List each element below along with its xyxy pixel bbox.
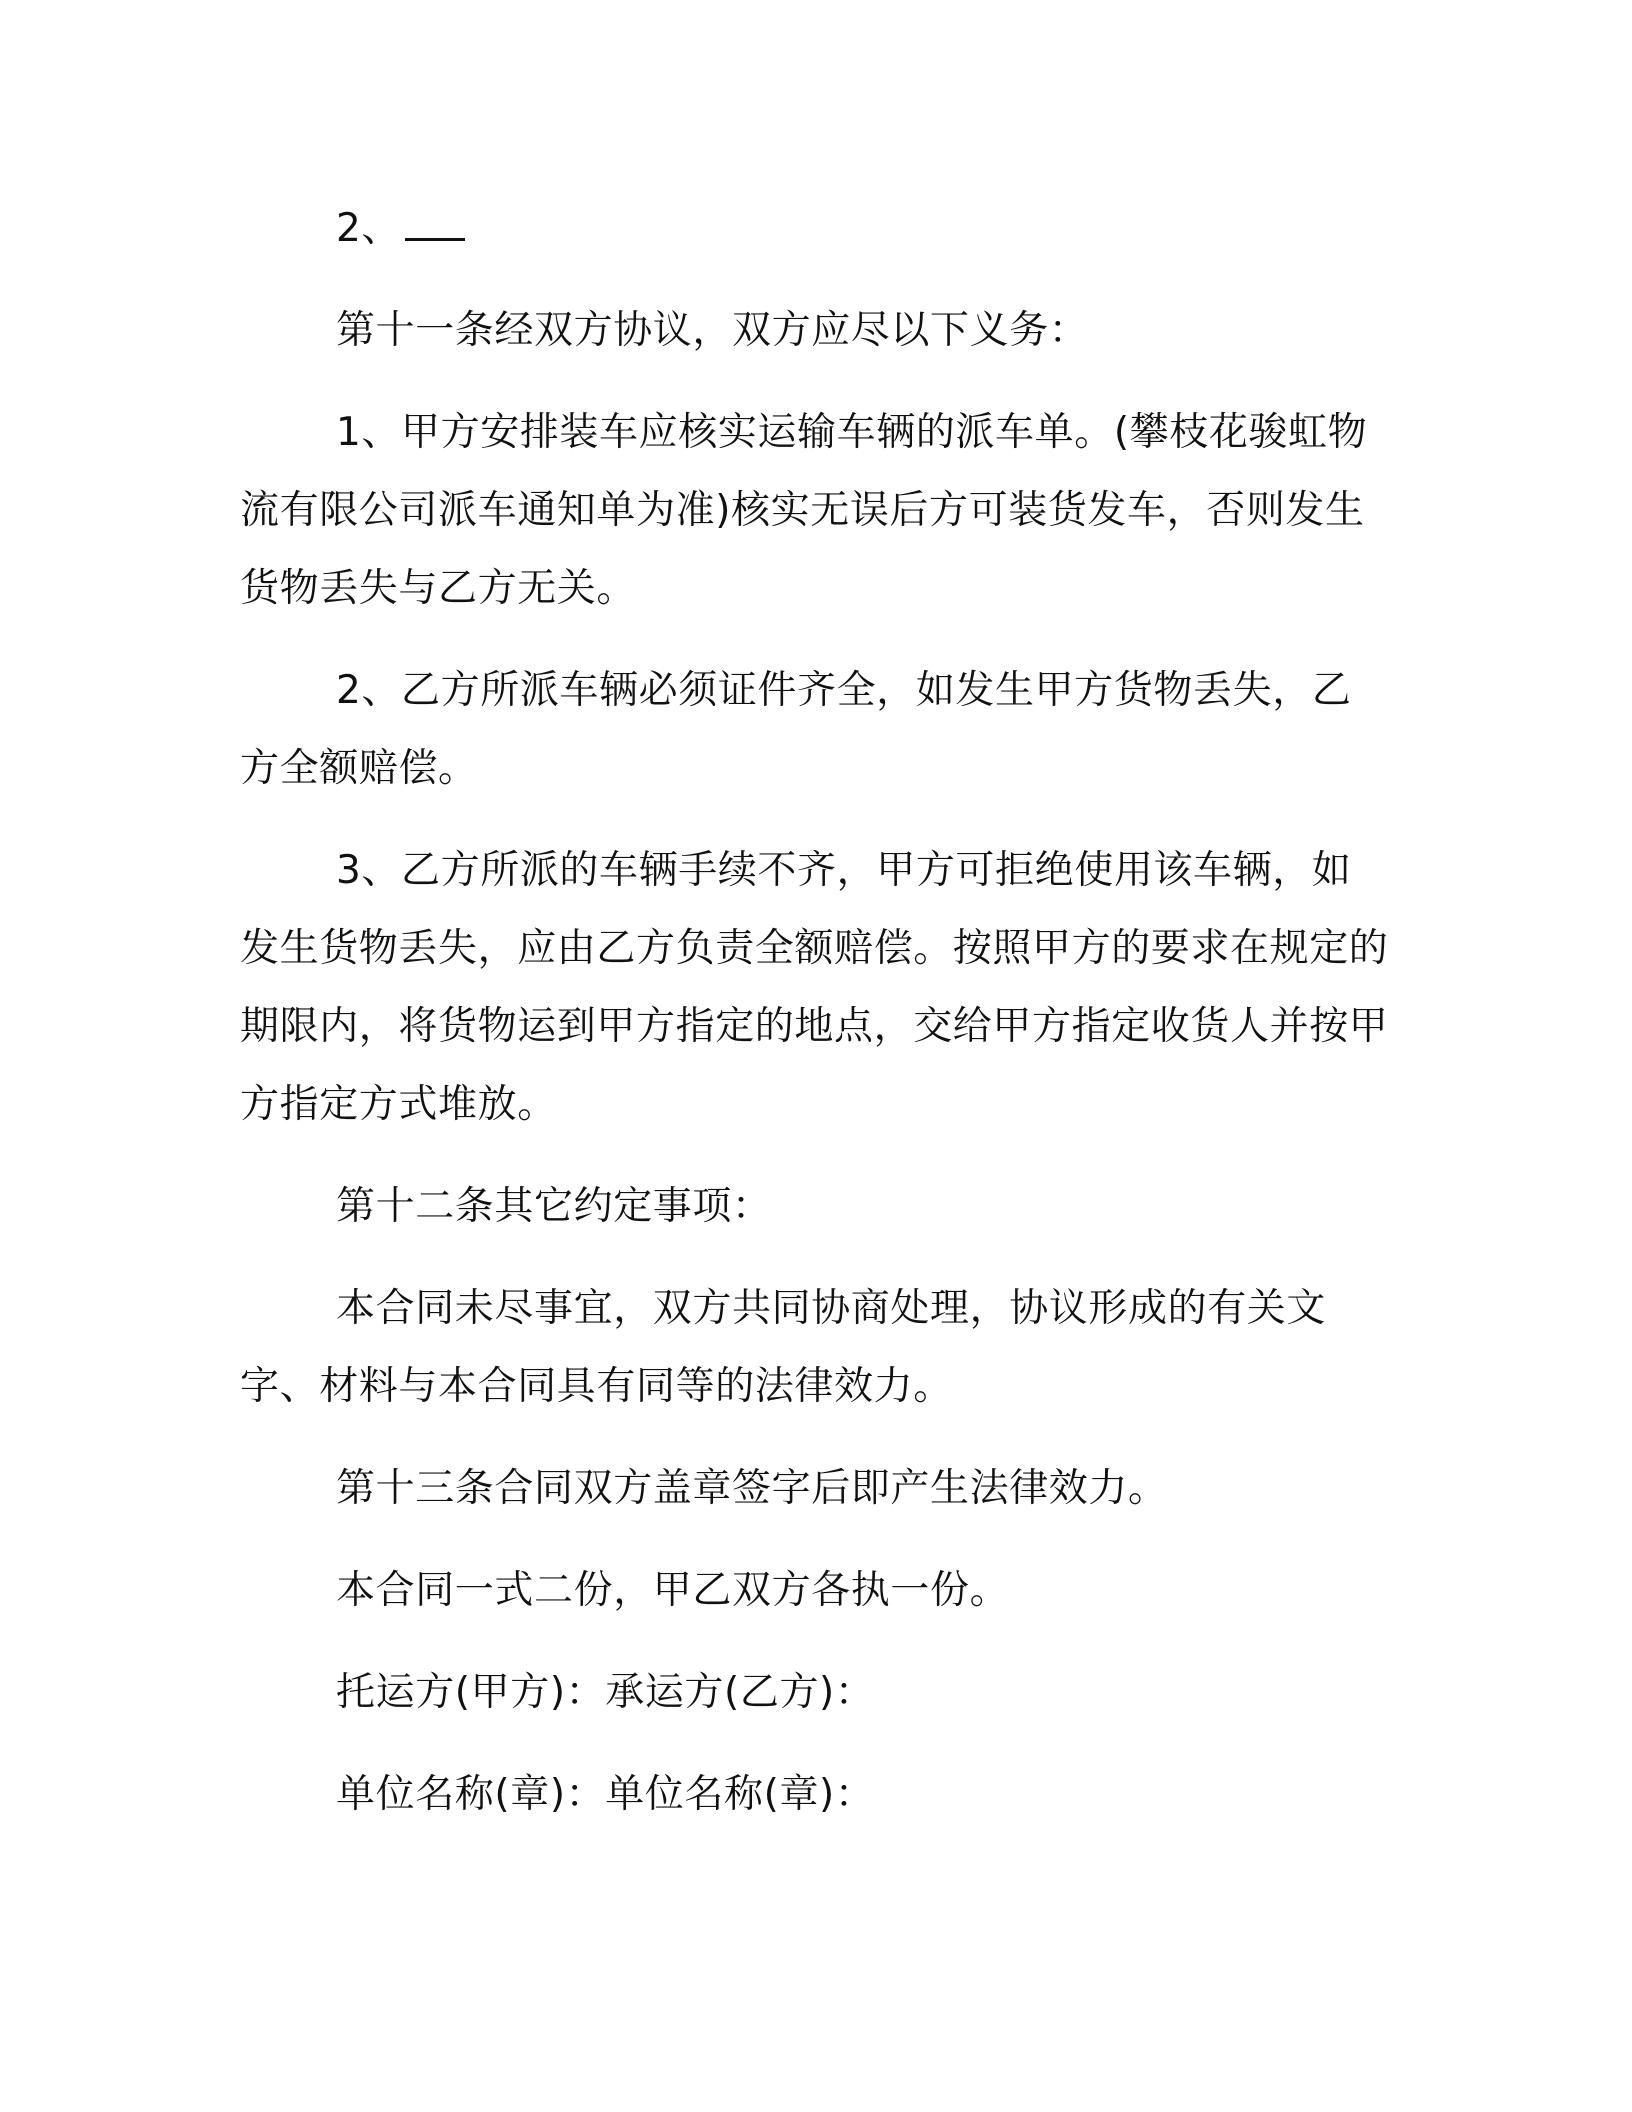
article-11-item-2: 2、乙方所派车辆必须证件齐全，如发生甲方货物丢失，乙方全额赔偿。 — [240, 668, 1352, 791]
parties-line: 托运方(甲方)：承运方(乙方)： — [336, 1670, 875, 1715]
article-12-heading: 第十二条其它约定事项： — [336, 1184, 772, 1229]
article-11-item-1: 1、甲方安排装车应核实运输车辆的派车单。(攀枝花骏虹物流有限公司派车通知单为准)核实无误后方可装货发车，否则发生货物丢失与乙方无关。 — [240, 410, 1368, 611]
copies-clause: 本合同一式二份，甲乙双方各执一份。 — [336, 1568, 1010, 1613]
article-11-item-3: 3、乙方所派的车辆手续不齐，甲方可拒绝使用该车辆，如发生货物丢失，应由乙方负责全额赔偿。按照甲方的要求在规定的期限内，将货物运到甲方指定的地点，交给甲方指定收货人并按甲方指定方式堆放。 — [240, 848, 1389, 1127]
item-2-blank-line — [240, 190, 1390, 268]
article-13: 第十三条合同双方盖章签字后即产生法律效力。 — [336, 1466, 1168, 1511]
article-12-body: 本合同未尽事宜，双方共同协商处理，协议形成的有关文字、材料与本合同具有同等的法律效力。 — [240, 1286, 1327, 1409]
item-2-label: 2、 — [336, 206, 402, 251]
article-11-heading: 第十一条经双方协议，双方应尽以下义务： — [336, 308, 1089, 353]
unit-name-line: 单位名称(章)：单位名称(章)： — [336, 1772, 875, 1817]
fill-in-blank — [405, 208, 465, 241]
document-body — [240, 190, 1390, 1858]
